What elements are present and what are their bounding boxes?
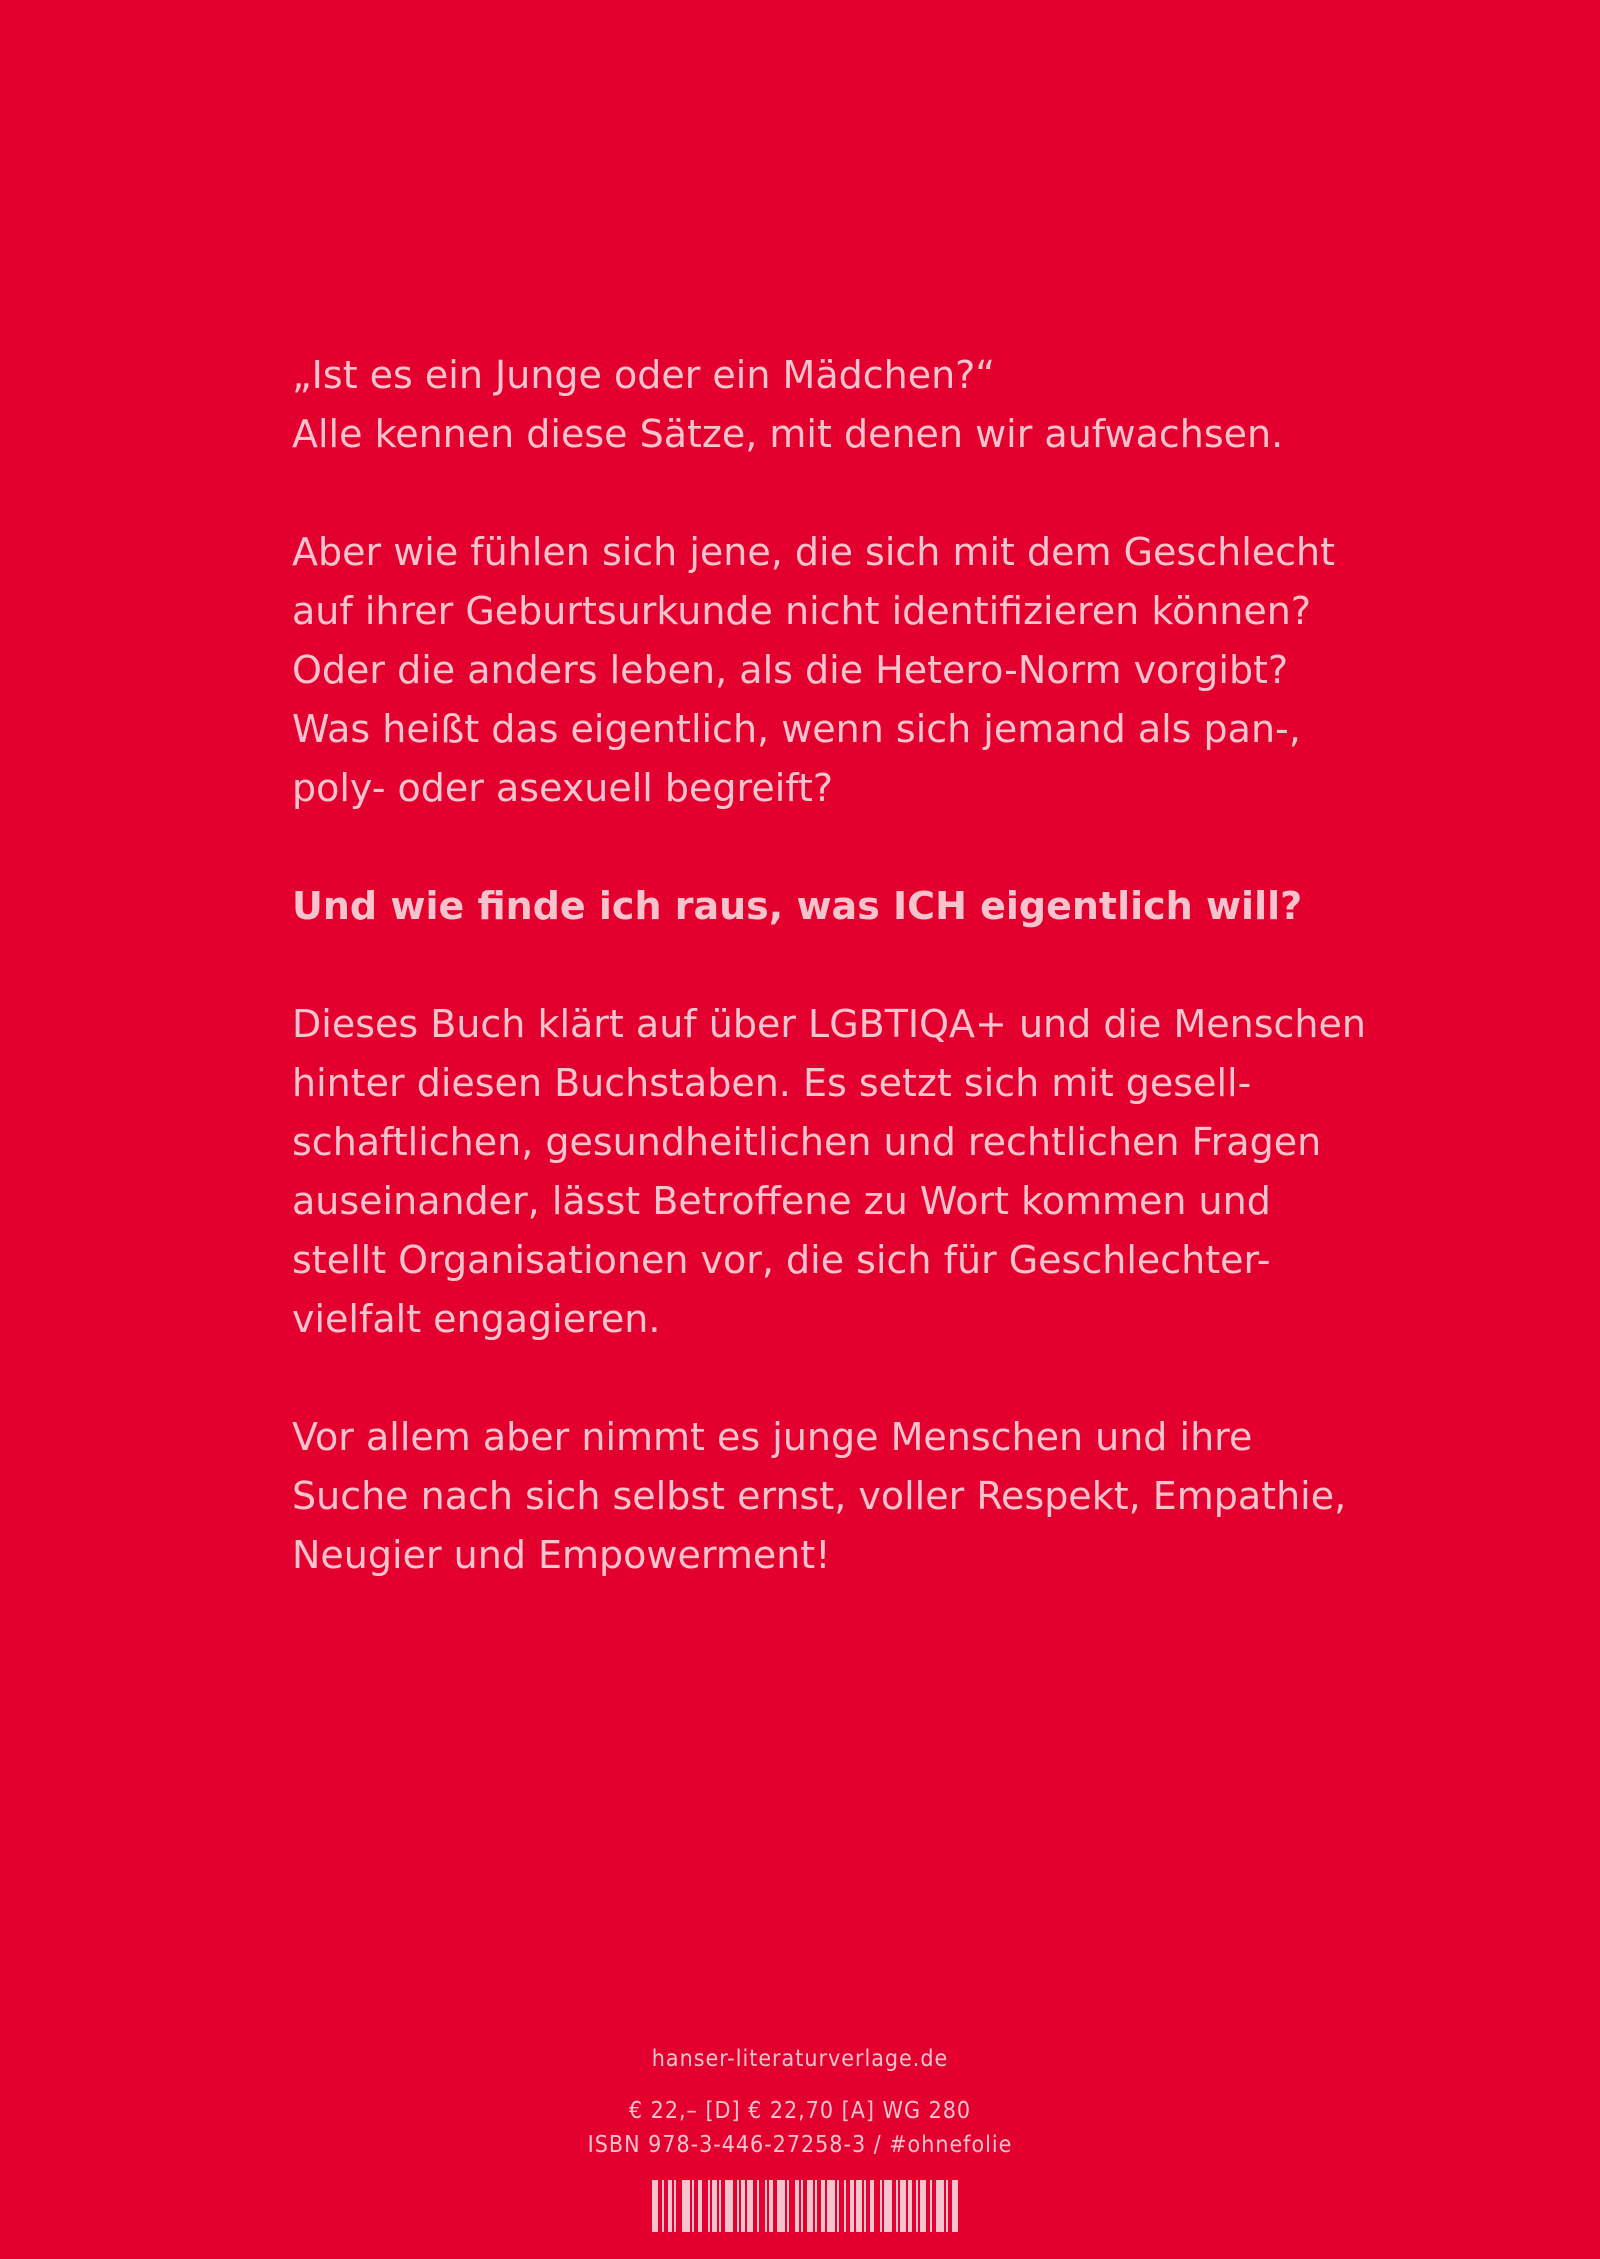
blurb-line: Was heißt das eigentlich, wenn sich jemand als pan-, <box>292 707 1301 751</box>
barcode-bar <box>884 2180 892 2232</box>
barcode <box>652 2180 958 2232</box>
barcode-bar <box>682 2180 690 2232</box>
blurb-line: stellt Organisationen vor, die sich für Geschlechter- <box>292 1238 1271 1282</box>
blurb-paragraph-intro <box>292 346 1392 464</box>
barcode-bar <box>952 2180 958 2232</box>
barcode-bar <box>777 2180 785 2232</box>
publisher-website: hanser-literaturverlage.de <box>651 2046 949 2072</box>
blurb-line: vielfalt engagieren. <box>292 1297 661 1341</box>
barcode-bar <box>936 2180 944 2232</box>
blurb-line: auf ihrer Geburtsurkunde nicht identifizieren können? <box>292 589 1312 633</box>
blurb-paragraph-description <box>292 995 1392 1349</box>
blurb-text <box>292 346 1392 1644</box>
blurb-line: „Ist es ein Junge oder ein Mädchen?“ <box>292 353 996 397</box>
blurb-paragraph-closing <box>292 1408 1392 1585</box>
isbn-line: ISBN 978-3-446-27258-3 / #ohnefolie <box>587 2132 1013 2158</box>
blurb-line: Dieses Buch klärt auf über LGBTIQA+ und die Menschen <box>292 1002 1366 1046</box>
blurb-paragraph-questions <box>292 523 1392 818</box>
blurb-line: Suche nach sich selbst ernst, voller Respekt, Empathie, <box>292 1474 1347 1518</box>
blurb-paragraph-highlight <box>292 877 1392 936</box>
barcode-bar <box>725 2180 733 2232</box>
blurb-line: poly- oder asexuell begreift? <box>292 766 834 810</box>
barcode-bar <box>827 2180 835 2232</box>
blurb-line: hinter diesen Buchstaben. Es setzt sich mit gesell- <box>292 1061 1252 1105</box>
blurb-line: schaftlichen, gesundheitlichen und rechtlichen Fragen <box>292 1120 1322 1164</box>
price-line: € 22,– [D] € 22,70 [A] WG 280 <box>628 2098 972 2124</box>
blurb-line: Aber wie fühlen sich jene, die sich mit dem Geschlecht <box>292 530 1336 574</box>
blurb-line: Neugier und Empowerment! <box>292 1533 831 1577</box>
blurb-line: Vor allem aber nimmt es junge Menschen und ihre <box>292 1415 1253 1459</box>
blurb-line: Alle kennen diese Sätze, mit denen wir aufwachsen. <box>292 412 1284 456</box>
blurb-line: Und wie finde ich raus, was ICH eigentlich will? <box>292 884 1303 928</box>
blurb-line: auseinander, lässt Betroffene zu Wort kommen und <box>292 1179 1271 1223</box>
blurb-line: Oder die anders leben, als die Hetero-Norm vorgibt? <box>292 648 1289 692</box>
